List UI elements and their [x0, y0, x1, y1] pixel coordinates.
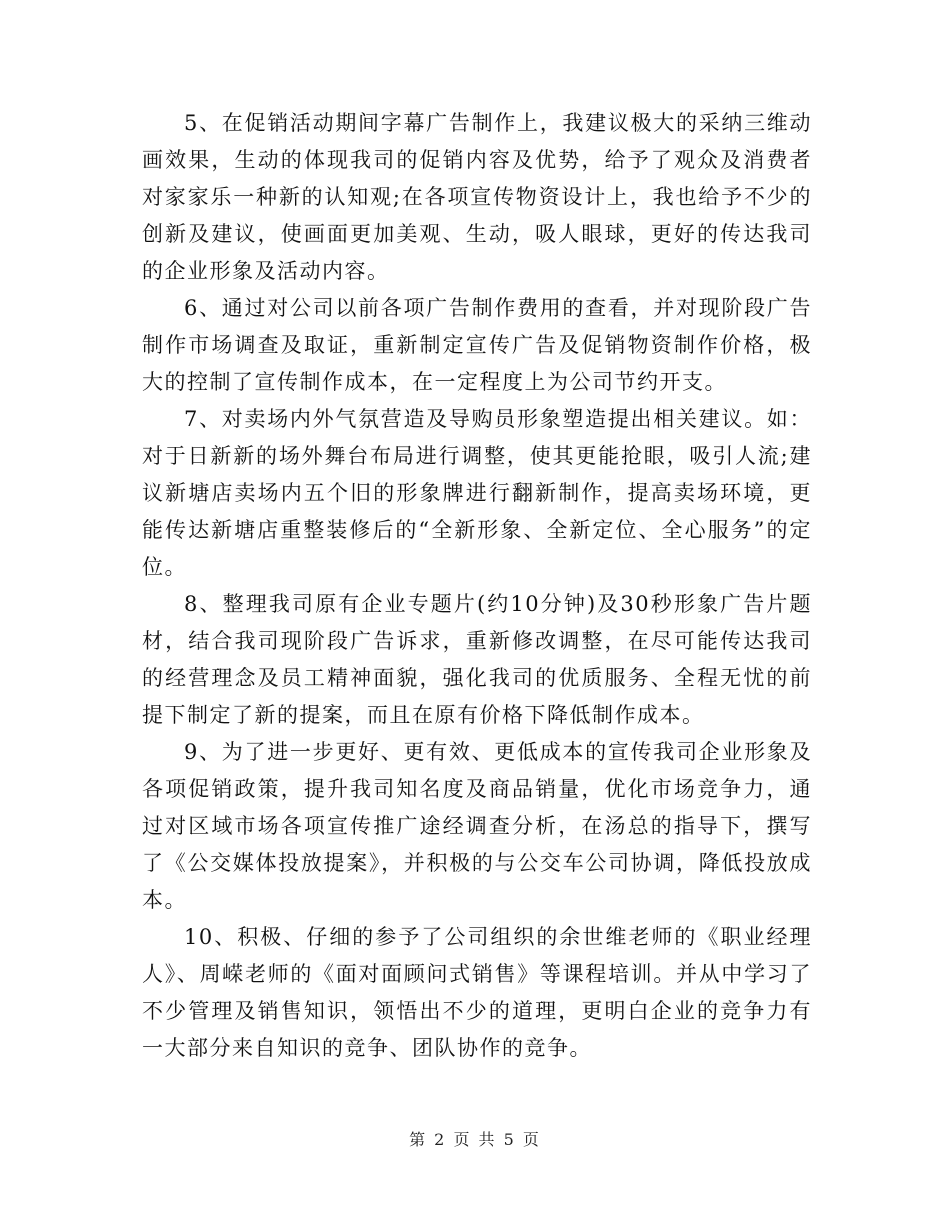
document-body [142, 105, 812, 1067]
paragraph-8: 8、整理我司原有企业专题片(约10分钟)及30秒形象广告片题材，结合我司现阶段广告诉求，重新修改调整，在尽可能传达我司的经营理念及员工精神面貌，强化我司的优质服务、全程无忧的前提下制定了新的提案，而且在原有价格下降低制作成本。 [142, 592, 812, 727]
paragraph-9: 9、为了进一步更好、更有效、更低成本的宣传我司企业形象及各项促销政策，提升我司知名度及商品销量，优化市场竞争力，通过对区域市场各项宣传推广途经调查分析，在汤总的指导下，撰写了《公交媒体投放提案》，并积极的与公交车公司协调，降低投放成本。 [142, 740, 812, 912]
paragraph-10: 10、积极、仔细的参予了公司组织的余世维老师的《职业经理人》、周嵘老师的《面对面顾问式销售》等课程培训。并从中学习了不少管理及销售知识，领悟出不少的道理，更明白企业的竞争力有一大部分来自知识的竞争、团队协作的竞争。 [142, 925, 812, 1060]
page-number-footer: 第 2 页 共 5 页 [409, 1130, 541, 1149]
paragraph-5: 5、在促销活动期间字幕广告制作上，我建议极大的采纳三维动画效果，生动的体现我司的促销内容及优势，给予了观众及消费者对家家乐一种新的认知观;在各项宣传物资设计上，我也给予不少的创新及建议，使画面更加美观、生动，吸人眼球，更好的传达我司的企业形象及活动内容。 [142, 111, 812, 283]
paragraph-7: 7、对卖场内外气氛营造及导购员形象塑造提出相关建议。如：对于日新新的场外舞台布局进行调整，使其更能抢眼，吸引人流;建议新塘店卖场内五个旧的形象牌进行翻新制作，提高卖场环境，更能传达新塘店重整装修后的“全新形象、全新定位、全心服务”的定位。 [142, 407, 812, 579]
paragraph-6: 6、通过对公司以前各项广告制作费用的查看，并对现阶段广告制作市场调查及取证，重新制定宣传广告及促销物资制作价格，极大的控制了宣传制作成本，在一定程度上为公司节约开支。 [142, 296, 812, 394]
